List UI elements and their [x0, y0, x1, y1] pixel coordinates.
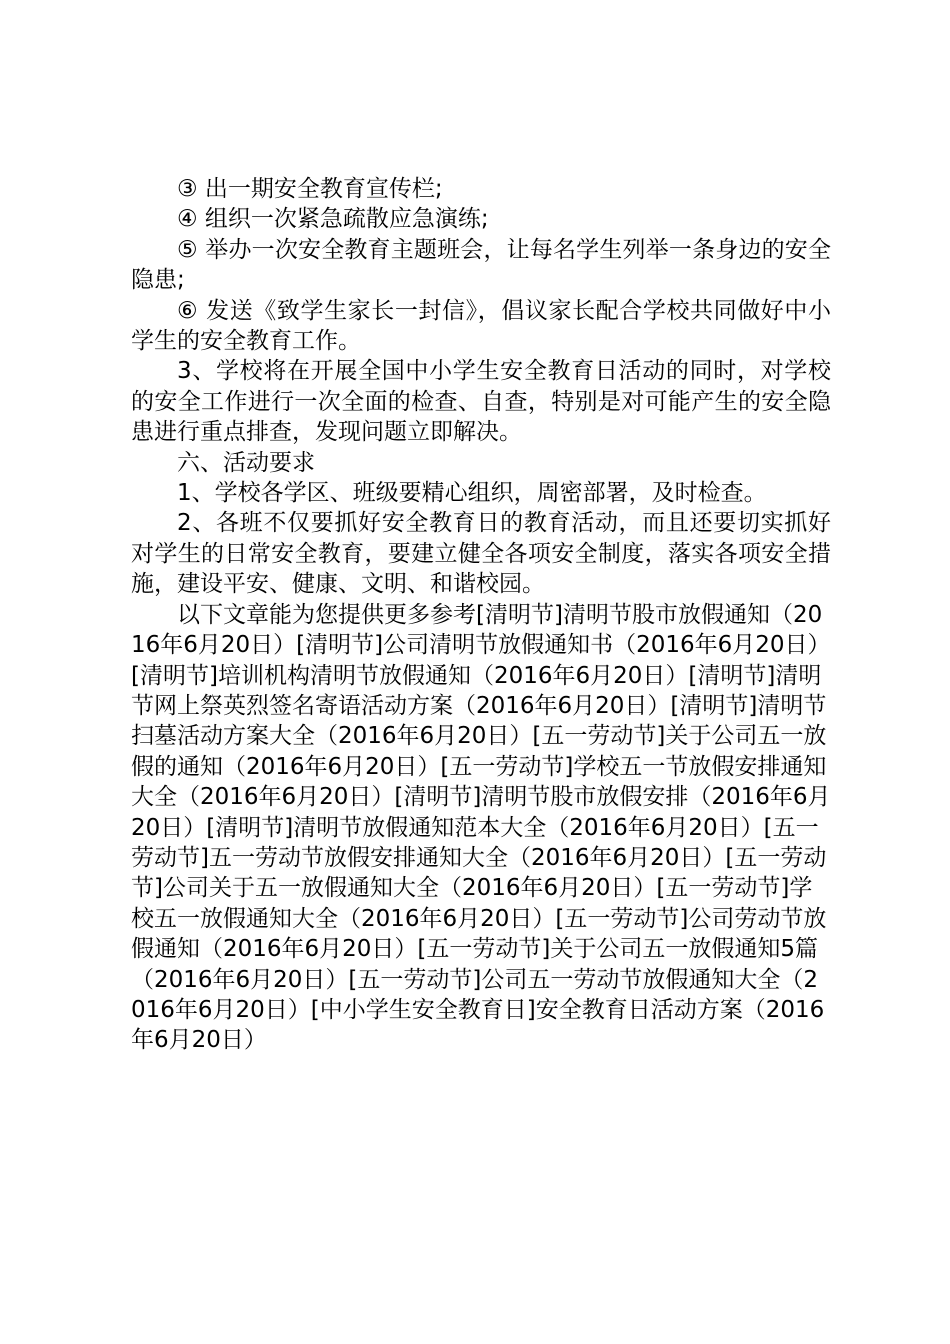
paragraph-item-4: ④ 组织一次紧急疏散应急演练;: [177, 206, 489, 233]
document-body: [131, 174, 831, 1056]
paragraph-requirement-1: 1、学校各学区、班级要精心组织，周密部署，及时检查。: [177, 480, 767, 507]
paragraph-item-5: ⑤ 举办一次安全教育主题班会，让每名学生列举一条身边的安全隐患;: [131, 236, 831, 294]
paragraph-requirement-2: 2、各班不仅要抓好安全教育日的教育活动，而且还要切实抓好对学生的日常安全教育，要建立健全各项安全制度，落实各项安全措施，建设平安、健康、文明、和谐校园。: [131, 510, 831, 598]
paragraph-item-6: ⑥ 发送《致学生家长一封信》，倡议家长配合学校共同做好中小学生的安全教育工作。: [131, 297, 831, 355]
section-heading-requirements: 六、活动要求: [177, 449, 315, 476]
paragraph-item-3: ③ 出一期安全教育宣传栏;: [177, 176, 443, 202]
paragraph-point-3: 3、学校将在开展全国中小学生安全教育日活动的同时，对学校的安全工作进行一次全面的检查、自查，特别是对可能产生的安全隐患进行重点排查，发现问题立即解决。: [131, 358, 831, 446]
related-articles-paragraph: 以下文章能为您提供更多参考[清明节]清明节股市放假通知（2016年6月20日）[清明节]公司清明节放假通知书（2016年6月20日）[清明节]培训机构清明节放假通知（2016年6月20日）[清明节]清明节网上祭英烈签名寄语活动方案（2016年6月20日）[清明节]清明节扫墓活动方案大全（2016年6月20日）[五一劳动节]关于公司五一放假的通知（2016年6月20日）[五一劳动节]学校五一节放假安排通知大全（2016年6月20日）[清明节]清明节股市放假安排（2016年6月20日）[清明节]清明节放假通知范本大全（2016年6月20日）[五一劳动节]五一劳动节放假安排通知大全（2016年6月20日）[五一劳动节]公司关于五一放假通知大全（2016年6月20日）[五一劳动节]学校五一放假通知大全（2016年6月20日）[五一劳动节]公司劳动节放假通知（2016年6月20日）[五一劳动节]关于公司五一放假通知5篇（2016年6月20日）[五一劳动节]公司五一劳动节放假通知大全（2016年6月20日）[中小学生安全教育日]安全教育日活动方案（2016年6月20日）: [131, 601, 831, 1054]
